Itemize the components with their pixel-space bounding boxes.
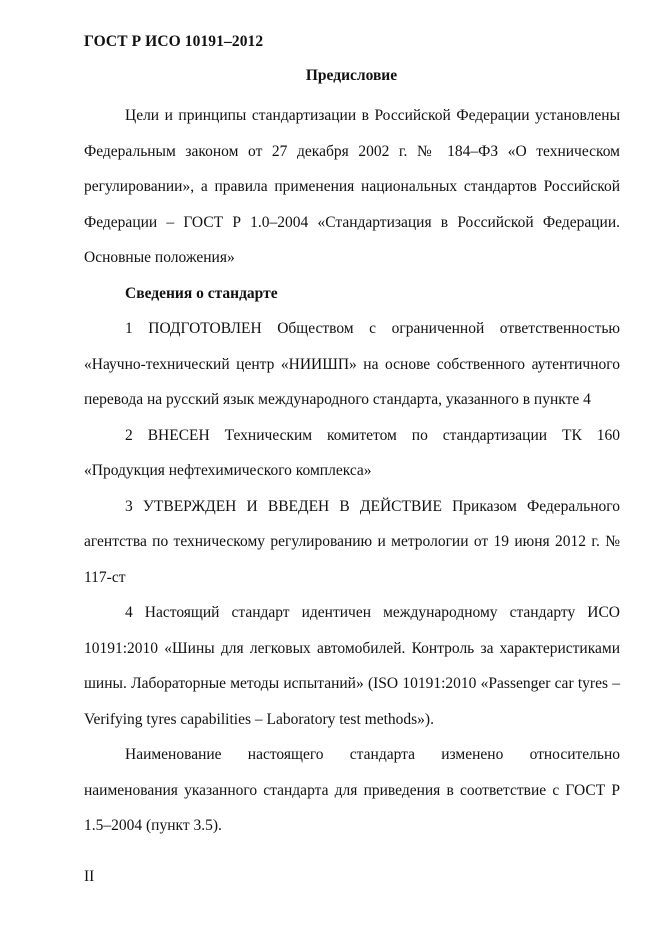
paragraph-item-4: 4 Настоящий стандарт идентичен международному стандарту ИСО 10191:2010 «Шины для легковых автомобилей. Контроль за характеристиками шины. Лабораторные методы испытаний» (ISO 10191:2010 «Passenger car tyres – Verifying tyres capabilities – Laboratory test methods»). — [84, 604, 620, 728]
paragraph-item-3: 3 УТВЕРЖДЕН И ВВЕДЕН В ДЕЙСТВИЕ Приказом Федерального агентства по техническому регулированию и метрологии от 19 июня 2012 г. № 117-ст — [84, 497, 620, 586]
paragraph-goals: Цели и принципы стандартизации в Российской Федерации установлены Федеральным законом от 27 декабря 2002 г. № 184–ФЗ «О техническом регулировании», а правила применения национальных стандартов Российской Федерации – ГОСТ Р 1.0–2004 «Стандартизация в Российской Федерации. Основные положения» — [84, 107, 620, 266]
section-title: Предисловие — [305, 67, 398, 84]
body-text-block — [84, 98, 620, 844]
document-header-id: ГОСТ Р ИСО 10191–2012 — [84, 33, 264, 50]
paragraph-item-2: 2 ВНЕСЕН Техническим комитетом по стандартизации ТК 160 «Продукция нефтехимического комплекса» — [84, 426, 620, 479]
subheading-standard-info: Сведения о стандарте — [125, 284, 278, 302]
page-number: II — [84, 868, 95, 885]
paragraph-item-1: 1 ПОДГОТОВЛЕН Обществом с ограниченной ответственностью «Научно-технический центр «НИИШП» на основе собственного аутентичного перевода на русский язык международного стандарта, указанного в пункте 4 — [84, 320, 620, 408]
paragraph-name-change: Наименование настоящего стандарта изменено относительно наименования указанного стандарта для приведения в соответствие с ГОСТ Р 1.5–2004 (пункт 3.5). — [84, 746, 620, 834]
